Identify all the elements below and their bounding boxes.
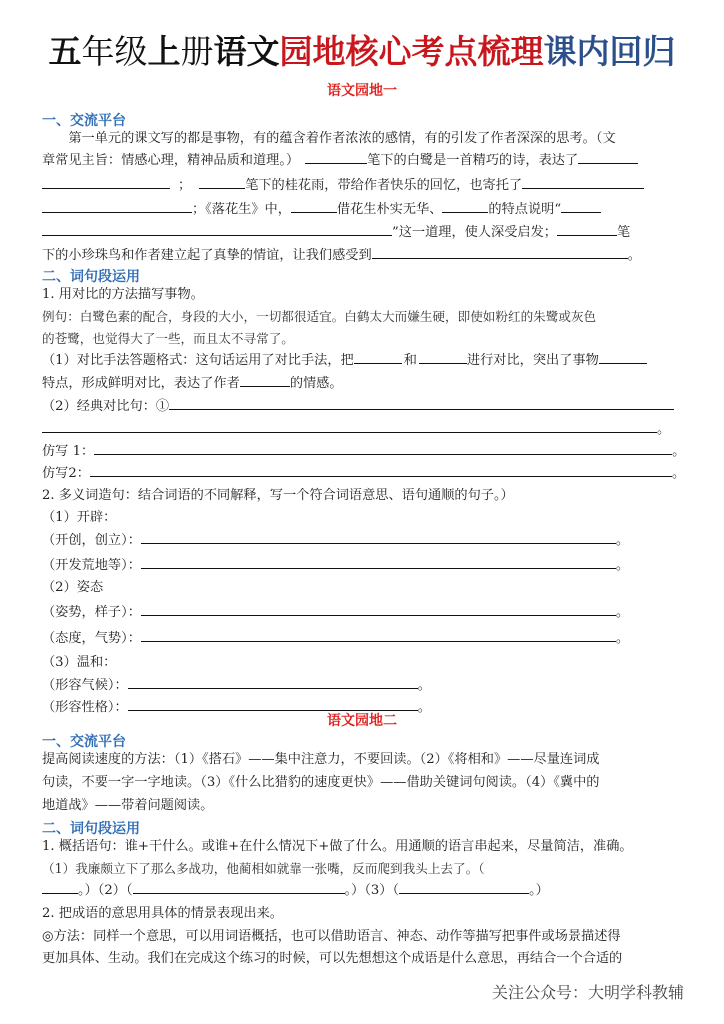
text: 的情感。 [289, 376, 343, 391]
footer-account: 关注公众号：大明学科教辅 [491, 983, 684, 1002]
text: 。 [672, 444, 686, 459]
g2-q1-title: 1. 概括语句：谁+干什么。或谁+在什么情况下+做了什么。用通顺的语言串起来，尽量简洁，准确。 [42, 839, 633, 854]
fill-blank[interactable] [199, 175, 245, 189]
g1-q1-title: 1. 用对比的方法描写事物。 [42, 287, 204, 302]
g1-section-usage-heading: 二、词句段运用 [42, 269, 140, 285]
text: 。 [657, 422, 671, 437]
fill-blank[interactable] [42, 175, 170, 189]
g2-q2-title: 2. 把成语的意思用具体的情景表现出来。 [42, 906, 283, 921]
text: 特点，形成鲜明对比，表达了作者 [42, 376, 240, 391]
fill-blank[interactable] [169, 396, 674, 410]
g2-section-exchange-heading: 一、交流平台 [42, 734, 126, 750]
text: ”这一道理，使人深受启发； [392, 225, 557, 240]
g1-section-exchange-heading: 一、交流平台 [42, 113, 126, 129]
word-head-3: （3）温和： [42, 655, 117, 670]
word-sense-line [42, 628, 687, 650]
g2-exchange-line-3: 地道战》——带着问题阅读。 [42, 798, 214, 813]
g2-q1-answers [42, 880, 687, 902]
g1-q1-1-line-1 [42, 350, 687, 372]
g1-example-line-1: 例句：白鹭色素的配合，身段的大小，一切都很适宜。白鹤太大而嫌生硬，即使如粉红的朱鹭或灰色 [42, 309, 597, 324]
word-head-2: （2）姿态 [42, 580, 104, 595]
g1-exchange-line-6 [42, 245, 687, 267]
text: 借花生朴实无华、 [336, 202, 443, 217]
g1-exchange-line-2 [42, 150, 687, 172]
text: （姿势，样子）： [42, 605, 141, 620]
g2-exchange-line-2: 句读，不要一字一字地读。（3）《什么比猎豹的速度更快》——借助关键词句阅读。（4）《冀中的 [42, 775, 600, 790]
text: 。 [615, 605, 630, 620]
title-topic: 园地核心考点梳理 [279, 32, 544, 71]
g1-imitate-2 [42, 463, 687, 485]
fill-blank[interactable] [442, 199, 488, 213]
g1-exchange-line-3 [42, 175, 687, 197]
text: （开发荒地等）： [42, 558, 141, 573]
fill-blank[interactable] [578, 150, 638, 164]
text: 笔 [617, 225, 631, 240]
text: （态度，气势）： [42, 631, 141, 646]
fill-blank[interactable] [240, 373, 290, 387]
fill-blank[interactable] [354, 350, 402, 364]
fill-blank[interactable] [141, 602, 616, 616]
fill-blank[interactable] [419, 350, 467, 364]
g2-q1-example: （1）我廉颇立下了那么多战功，他蔺相如就靠一张嘴，反而爬到我头上去了。（ [42, 861, 485, 876]
text: 笔下的白鹭是一首精巧的诗，表达了 [367, 153, 579, 168]
word-sense-line [42, 530, 687, 552]
text: （1）对比手法答题格式：这句话运用了对比手法，把 [42, 353, 354, 368]
text: 。 [615, 558, 630, 573]
g1-example-line-2: 的苍鹭，也觉得大了一些，而且太不寻常了。 [42, 331, 294, 346]
fill-blank[interactable] [561, 199, 601, 213]
text: 。） [529, 883, 549, 898]
text: 。 [417, 678, 431, 693]
fill-blank[interactable] [522, 175, 644, 189]
text: 第一单元的课文写的都是事物，有的蕴含着作者浓浓的感情，有的引发了作者深深的思考。（文 [42, 131, 616, 146]
word-head-1: （1）开辟： [42, 510, 117, 525]
text: 笔下的桂花雨，带给作者快乐的回忆，也寄托了 [245, 178, 523, 193]
g1-imitate-1 [42, 441, 687, 463]
fill-blank[interactable] [599, 350, 647, 364]
title-review: 课内回归 [543, 32, 676, 71]
title-grade: 年级 [81, 32, 148, 71]
text: ； [178, 178, 192, 193]
word-sense-line [42, 602, 687, 624]
text: （形容气候）： [42, 678, 128, 693]
fill-blank[interactable] [128, 675, 418, 689]
fill-blank[interactable] [399, 880, 529, 894]
text: 仿写2： [42, 466, 90, 481]
text: 。 [615, 533, 630, 548]
text: ；《落花生》中， [192, 202, 291, 217]
fill-blank[interactable] [133, 880, 345, 894]
g2-q2-method-2: 更加具体、生动。我们在完成这个练习的时候，可以先想想这个成语是什么意思，再结合一个合适的 [42, 951, 623, 966]
text: 。 [671, 466, 686, 481]
title-volume: 上 [147, 32, 181, 71]
text: 的特点说明“ [488, 202, 562, 217]
text: （2）经典对比句：① [42, 399, 170, 414]
fill-blank[interactable] [128, 697, 418, 711]
word-sense-line [42, 675, 687, 697]
fill-blank[interactable] [557, 222, 617, 236]
g1-q2-title: 2. 多义词造句：结合词语的不同解释，写一个符合词语意思、语句通顺的句子。） [42, 488, 514, 503]
g2-exchange-line-1: 提高阅读速度的方法：（1）《搭石》——集中注意力，不要回读。（2）《将相和》——尽量连词成 [42, 752, 600, 767]
text: 和 [403, 353, 417, 368]
garden-two-heading: 语文园地二 [327, 713, 397, 729]
text: （形容性格）： [42, 700, 128, 715]
fill-blank[interactable] [141, 628, 616, 642]
fill-blank[interactable] [42, 222, 392, 236]
text: 仿写 1： [42, 444, 95, 459]
title-grade-number: 五 [48, 32, 82, 71]
garden-one-heading: 语文园地一 [327, 83, 397, 99]
g1-q1-2-line-2 [42, 419, 687, 441]
text: 。 [615, 631, 630, 646]
text: 。 [417, 700, 431, 715]
page-title [0, 26, 724, 73]
text: 。 [627, 248, 641, 263]
text: 下的小珍珠鸟和作者建立起了真挚的情谊，让我们感受到 [42, 248, 372, 263]
text: 进行对比，突出了事物 [466, 353, 599, 368]
title-subject: 语文 [213, 32, 280, 71]
g1-exchange-line-5 [42, 222, 687, 244]
g2-q2-method-1: ◎方法：同样一个意思，可以用词语概括，也可以借助语言、神态、动作等描写把事件或场景描述得 [42, 929, 621, 944]
text: 章常见主旨：情感心理，精神品质和道理。） [42, 153, 300, 168]
text: 。）（2）（ [78, 883, 133, 898]
text: 。）（3）（ [344, 883, 400, 898]
g1-exchange-line-4 [42, 199, 687, 221]
fill-blank[interactable] [291, 199, 337, 213]
fill-blank[interactable] [42, 419, 657, 433]
fill-blank[interactable] [141, 555, 616, 569]
fill-blank[interactable] [372, 245, 628, 259]
title-volume-suffix: 册 [180, 32, 214, 71]
fill-blank[interactable] [305, 150, 367, 164]
text: （开创，创立）： [42, 533, 141, 548]
g1-exchange-line-1 [42, 128, 687, 150]
fill-blank[interactable] [94, 441, 672, 455]
fill-blank[interactable] [42, 199, 192, 213]
fill-blank[interactable] [90, 463, 672, 477]
fill-blank[interactable] [141, 530, 616, 544]
fill-blank[interactable] [42, 880, 78, 894]
g2-section-usage-heading: 二、词句段运用 [42, 821, 140, 837]
g1-q1-2-line [42, 396, 687, 418]
word-sense-line [42, 555, 687, 577]
g1-q1-1-line-2 [42, 373, 687, 395]
